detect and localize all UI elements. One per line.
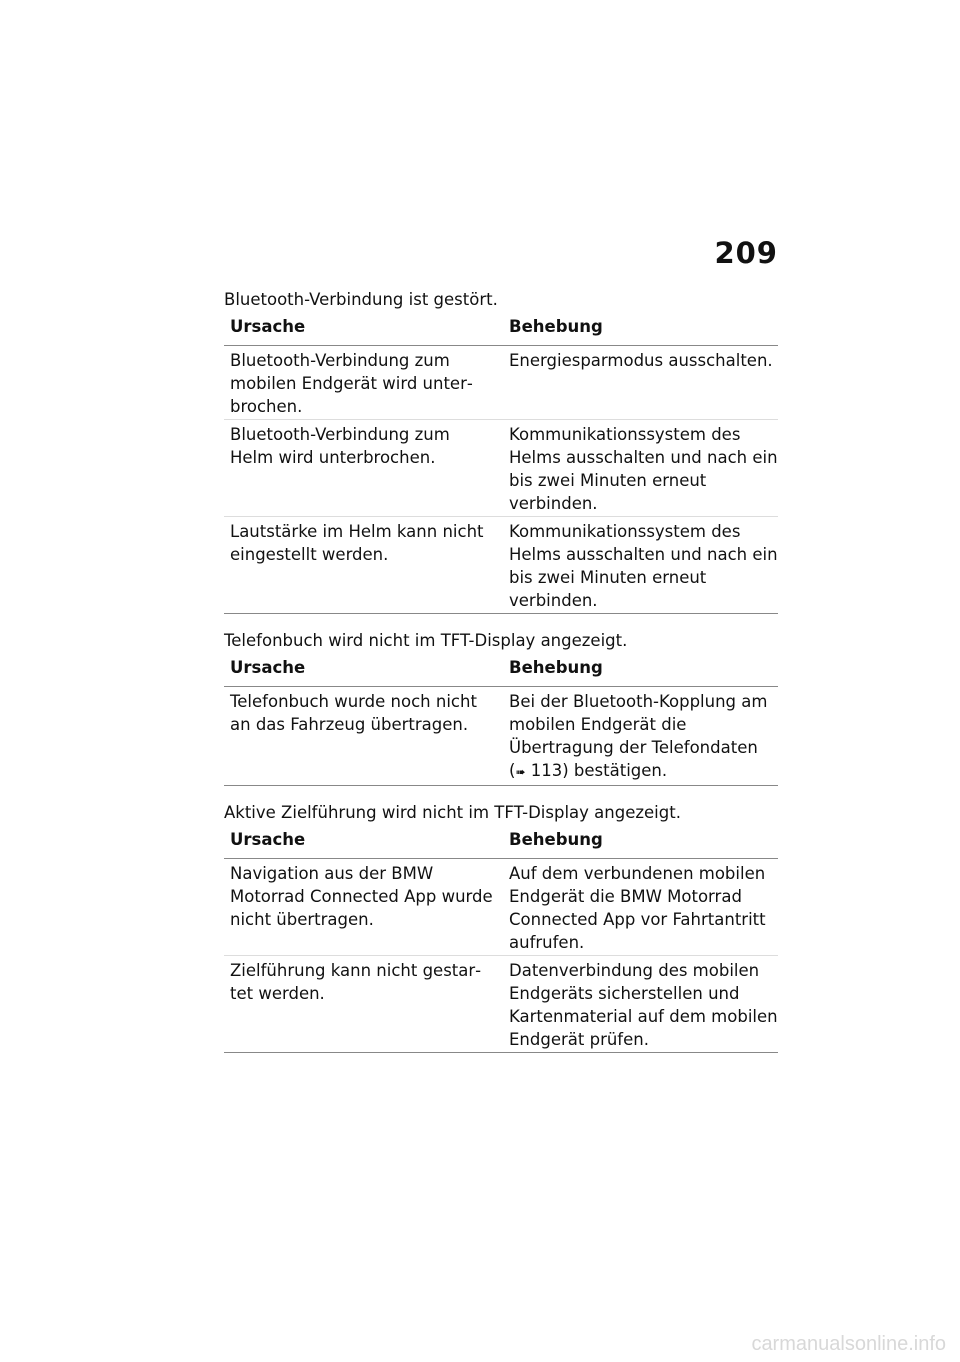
section-title: Bluetooth-Verbindung ist gestört. xyxy=(224,290,498,309)
table-row xyxy=(224,517,778,614)
page-content xyxy=(224,288,778,1068)
table-header-row xyxy=(224,312,778,346)
fix-cell: Auf dem verbundenen mobilen Endgerät die BMW Motorrad Connected App vor Fahrtantritt aufrufen. xyxy=(502,859,778,956)
fix-cell: Energiesparmodus ausschalten. xyxy=(502,346,778,420)
fix-cell xyxy=(502,687,778,786)
table-header-row xyxy=(224,653,778,687)
fix-cell: Kommunikationssystem des Helms ausschalten und nach ein bis zwei Minuten erneut verbinden. xyxy=(502,420,778,517)
header-cause: Ursache xyxy=(224,825,502,859)
page-number: 209 xyxy=(714,236,778,270)
cause-cell: Navigation aus der BMW Motorrad Connected App wurde nicht übertragen. xyxy=(224,859,502,956)
section-title: Telefonbuch wird nicht im TFT-Display angezeigt. xyxy=(224,631,628,650)
table-row xyxy=(224,859,778,956)
troubleshooting-table xyxy=(224,825,778,1053)
page-reference-arrow-icon: ➠ xyxy=(515,765,526,779)
table-header-row xyxy=(224,825,778,859)
table-row xyxy=(224,956,778,1053)
table-row xyxy=(224,687,778,786)
section-title: Aktive Zielführung wird nicht im TFT-Display angezeigt. xyxy=(224,803,681,822)
header-cause: Ursache xyxy=(224,312,502,346)
table-row xyxy=(224,346,778,420)
cause-cell: Bluetooth-Verbindung zum Helm wird unterbrochen. xyxy=(224,420,502,517)
table-row xyxy=(224,420,778,517)
header-fix: Behebung xyxy=(502,825,778,859)
cause-cell: Bluetooth-Verbindung zum mobilen Endgerät wird unterbrochen. xyxy=(224,346,502,420)
header-cause: Ursache xyxy=(224,653,502,687)
troubleshooting-table xyxy=(224,653,778,786)
fix-text: 113) bestätigen. xyxy=(525,761,668,780)
watermark: carmanualsonline.info xyxy=(751,1333,946,1355)
header-fix: Behebung xyxy=(502,653,778,687)
fix-cell: Kommunikationssystem des Helms ausschalten und nach ein bis zwei Minuten erneut verbinden. xyxy=(502,517,778,614)
cause-cell: Lautstärke im Helm kann nicht eingestellt werden. xyxy=(224,517,502,614)
section-phonebook xyxy=(224,629,778,786)
header-fix: Behebung xyxy=(502,312,778,346)
cause-cell: Telefonbuch wurde noch nicht an das Fahrzeug übertragen. xyxy=(224,687,502,786)
fix-cell: Datenverbindung des mobilen Endgeräts sicherstellen und Kartenmaterial auf dem mobilen Endgerät prüfen. xyxy=(502,956,778,1053)
section-navigation xyxy=(224,801,778,1053)
cause-cell: Zielführung kann nicht gestartet werden. xyxy=(224,956,502,1053)
fix-text: Bei der Bluetooth-Kopplung am mobilen Endgerät die Übertragung der Telefondaten ( xyxy=(509,692,768,780)
section-bluetooth xyxy=(224,288,778,614)
troubleshooting-table xyxy=(224,312,778,614)
